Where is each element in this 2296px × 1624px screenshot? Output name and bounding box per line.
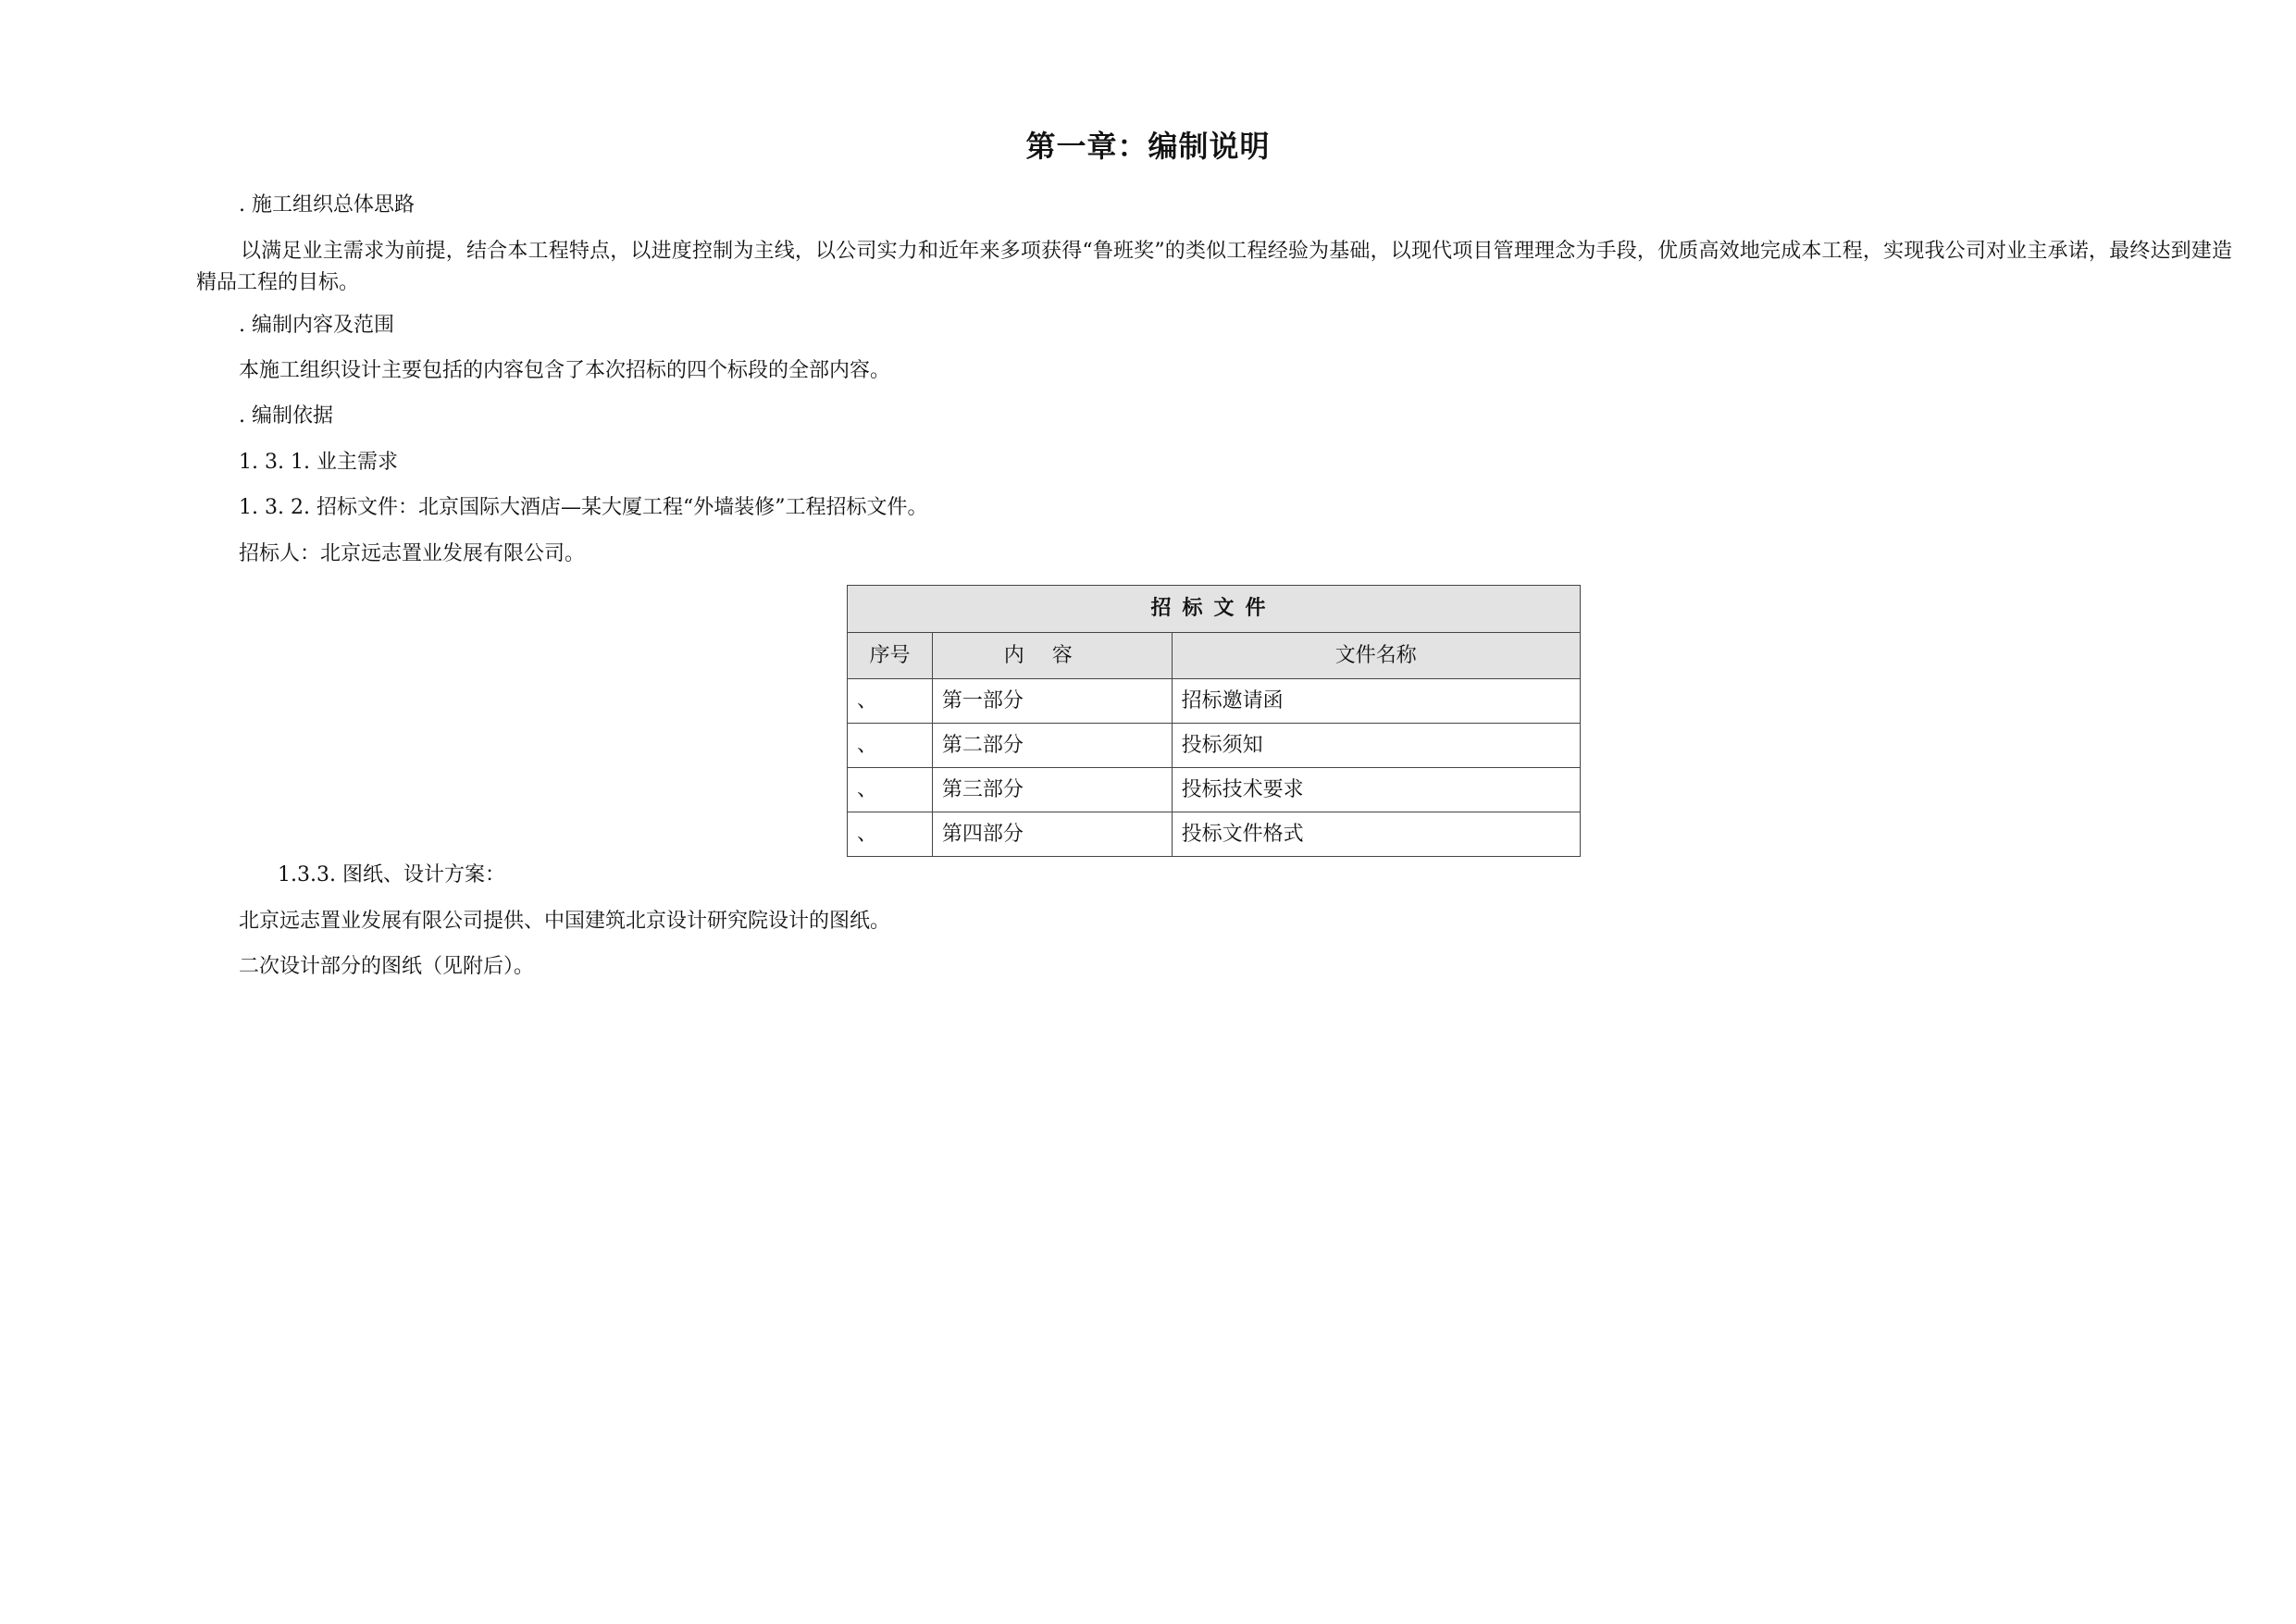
section-heading-scope: . 编制内容及范围 bbox=[239, 314, 394, 337]
table-cell-content: 第四部分 bbox=[932, 812, 1172, 857]
table-cell-name: 投标技术要求 bbox=[1172, 768, 1580, 812]
table-cell-no: 、 bbox=[848, 812, 933, 857]
basis-owner-demand: 1. 3. 1. 业主需求 bbox=[239, 451, 398, 474]
table-row bbox=[848, 724, 1581, 768]
basis-tender-document: 1. 3. 2. 招标文件：北京国际大酒店—某大厦工程“外墙装修”工程招标文件。 bbox=[239, 496, 928, 519]
section-body-scope: 本施工组织设计主要包括的内容包含了本次招标的四个标段的全部内容。 bbox=[239, 359, 891, 382]
section-heading-approach: . 施工组织总体思路 bbox=[239, 193, 415, 217]
table-row bbox=[848, 812, 1581, 857]
basis-drawings-line2: 二次设计部分的图纸（见附后）。 bbox=[239, 955, 535, 978]
table-header-content-text: 内容 bbox=[1003, 643, 1100, 667]
table-cell-no: 、 bbox=[848, 768, 933, 812]
table-cell-no: 、 bbox=[848, 679, 933, 724]
table-cell-name: 投标须知 bbox=[1172, 724, 1580, 768]
table-cell-name: 招标邀请函 bbox=[1172, 679, 1580, 724]
table-cell-content: 第三部分 bbox=[932, 768, 1172, 812]
table-row bbox=[848, 679, 1581, 724]
table-header-content bbox=[932, 633, 1172, 679]
table-cell-content: 第一部分 bbox=[932, 679, 1172, 724]
basis-drawings-heading: 1.3.3. 图纸、设计方案： bbox=[278, 863, 505, 886]
table-cell-no: 、 bbox=[848, 724, 933, 768]
table-caption: 招标文件 bbox=[848, 586, 1581, 633]
tender-document-table bbox=[847, 585, 1581, 857]
basis-tenderer: 招标人：北京远志置业发展有限公司。 bbox=[239, 542, 586, 565]
table-cell-content: 第二部分 bbox=[932, 724, 1172, 768]
table-header-no: 序号 bbox=[848, 633, 933, 679]
table-cell-name: 投标文件格式 bbox=[1172, 812, 1580, 857]
chapter-title: 第一章：编制说明 bbox=[1025, 129, 1271, 164]
table-row bbox=[848, 768, 1581, 812]
section-heading-basis: . 编制依据 bbox=[239, 404, 333, 428]
basis-drawings-line1: 北京远志置业发展有限公司提供、中国建筑北京设计研究院设计的图纸。 bbox=[239, 910, 891, 933]
table-header-name: 文件名称 bbox=[1172, 633, 1580, 679]
section-body-approach: 以满足业主需求为前提，结合本工程特点，以进度控制为主线，以公司实力和近年来多项获得“鲁班奖”的类似工程经验为基础，以现代项目管理理念为手段，优质高效地完成本工程，实现我公司对业主承诺，最终达到建造精品工程的目标。 bbox=[196, 240, 2232, 294]
